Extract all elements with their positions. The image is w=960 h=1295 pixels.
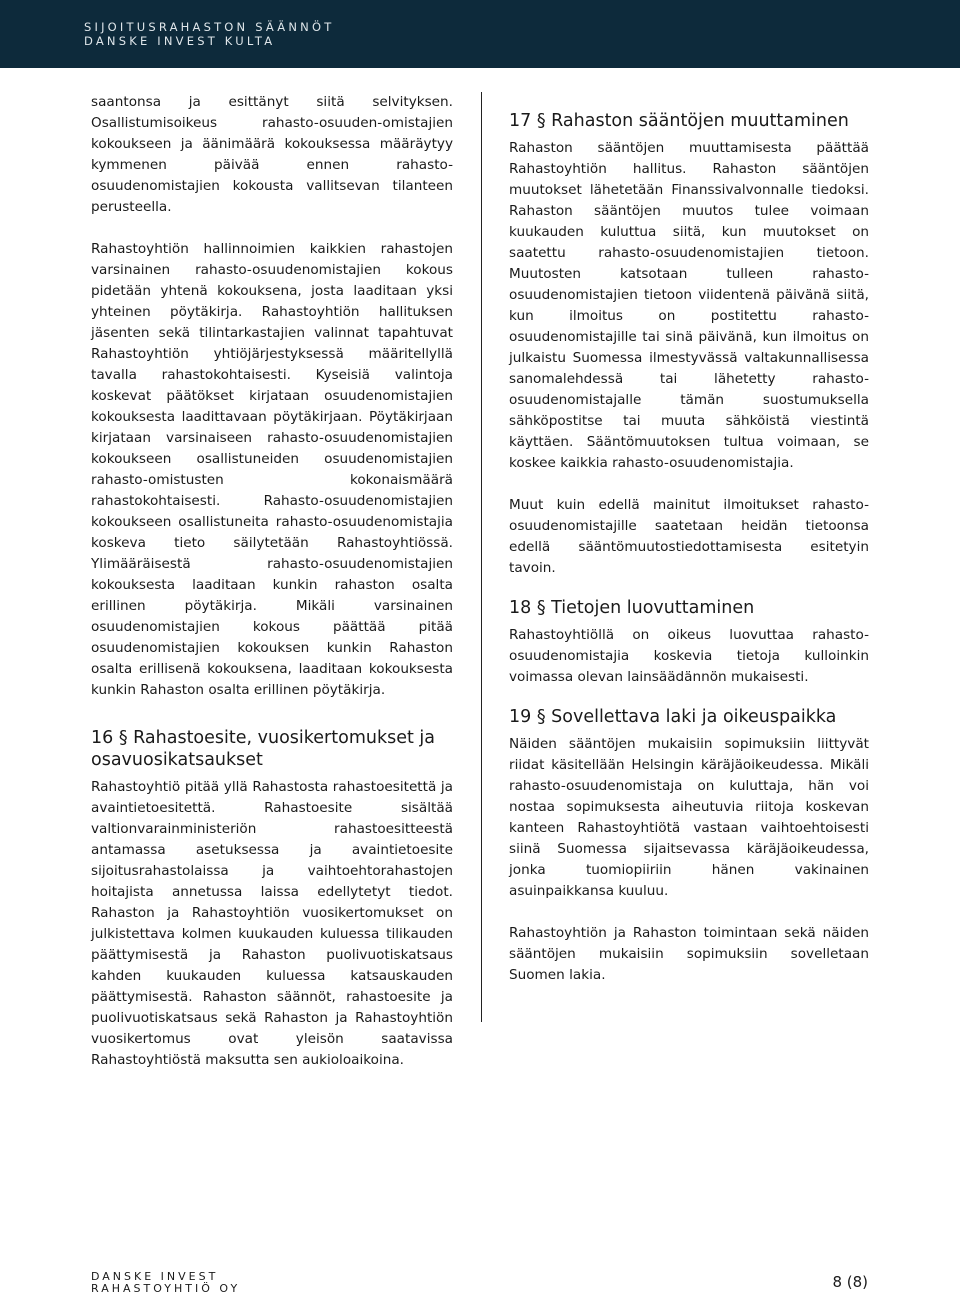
document-title: SIJOITUSRAHASTON SÄÄNNÖT: [84, 20, 335, 34]
paragraph-general-meeting: Rahastoyhtiön hallinnoimien kaikkien rahastojen varsinainen rahasto-osuudenomistajien kokous pidetään yhtenä kokouksena, josta laaditaan yksi yhteinen pöytäkirja. Rahastoyhtiön hallituksen jäsenten sekä tilintarkastajien valinnat tapahtuvat Rahastoyhtiön yhtiöjärjestyksessä määritellyllä tavalla rahastokohtaisesti. Kyseisiä valintoja koskevat päätökset kirjataan osuudenomistajien kokouksesta laadittavaan pöytäkirjaan. Pöytäkirjaan kirjataan varsinaiseen rahasto-osuudenomistajien kokoukseen osallistuneiden osuudenomistajien rahasto-omistusten kokonaismäärä rahastokohtaisesti. Rahasto-osuudenomistajien kokoukseen osallistuneita rahasto-osuudenomistajia koskeva tieto säilytetään Rahastoyhtiössä. Ylimääräisestä rahasto-osuudenomistajien kokouksesta laaditaan kunkin rahaston osalta erillinen pöytäkirja. Mikäli varsinainen osuudenomistajien kokous päättää pitää osuudenomistajien kokouksen kunkin Rahaston osalta erillisenä kokouksena, laaditaan kokouksesta kunkin Rahaston osalta erillinen pöytäkirja.: [91, 241, 453, 698]
paragraph-attendance: saantonsa ja esittänyt siitä selvityksen. Osallistumisoikeus rahasto-osuuden-omistajien kokoukseen ja äänimäärä kokouksessa määräytyy kymmenen päivää ennen rahasto-osuudenomistajien kokousta vallitsevan tilanteen perusteella.: [91, 94, 453, 215]
section-heading-19: 19 § Sovellettava laki ja oikeuspaikka: [509, 707, 837, 727]
paragraph-rule-changes: Rahaston sääntöjen muuttamisesta päättää Rahastoyhtiön hallitus. Rahaston sääntöjen muutokset lähetetään Finanssivalvonnalle tiedoksi. Rahaston sääntöjen muutos tulee voimaan kuukauden kuluttua siitä, kun muutokset on saatettu rahasto-osuudenomistajien tietoon. Muutosten katsotaan tulleen rahasto-osuudenomistajien tietoon viidentenä päivänä siitä, kun ilmoitus on postitettu rahasto-osuudenomistajille tai sinä päivänä, kun ilmoitus on julkaistu Suomessa ilmestyvässä valtakunnallisessa sanomalehdessä tai lähetetty rahasto-osuudenomistajalle tämän suostumuksella sähköpostitse tai muuta sähköistä viestintä käyttäen. Sääntömuutoksen tultua voimaan, se koskee kaikkia rahasto-osuudenomistajia.: [509, 140, 869, 471]
footer-company-line1: DANSKE INVEST: [91, 1270, 219, 1283]
fund-name: DANSKE INVEST KULTA: [84, 34, 276, 48]
section-heading-18: 18 § Tietojen luovuttaminen: [509, 598, 755, 618]
section-heading-17: 17 § Rahaston sääntöjen muuttaminen: [509, 111, 849, 131]
right-column: [509, 92, 869, 986]
paragraph-applicable-law: Rahastoyhtiön ja Rahaston toimintaan sekä näiden sääntöjen mukaisiin sopimuksiin sovelletaan Suomen lakia.: [509, 925, 869, 983]
footer-company-line2: RAHASTOYHTIÖ OY: [91, 1282, 241, 1295]
header-band: [0, 0, 960, 68]
column-divider: [481, 92, 482, 1022]
page-number: 8 (8): [832, 1273, 868, 1291]
paragraph-data-disclosure: Rahastoyhtiöllä on oikeus luovuttaa rahasto-osuudenomistajia koskevia tietoja kulloinkin voimassa olevan lainsäädännön mukaisesti.: [509, 627, 869, 685]
paragraph-prospectus: Rahastoyhtiö pitää yllä Rahastosta rahastoesitettä ja avaintietoesitettä. Rahastoesite sisältää valtionvarainministeriön rahastoesitteestä antamassa asetuksessa ja avaintietoesite sijoitusrahastolaissa ja vaihtoehtorahastojen hoitajista annetussa laissa edellytetyt tiedot. Rahaston ja Rahastoyhtiön vuosikertomukset on julkistettava kolmen kuukauden kuluessa tilikauden päättymisestä ja Rahaston puolivuotiskatsaus kahden kuukauden kuluessa katsauskauden päättymisestä. Rahaston säännöt, rahastoesite ja puolivuotiskatsaus sekä Rahaston ja Rahastoyhtiön vuosikertomus ovat yleisön saatavissa Rahastoyhtiöstä maksutta sen aukioloaikoina.: [91, 779, 453, 1068]
left-column: [91, 92, 453, 1071]
paragraph-other-notices: Muut kuin edellä mainitut ilmoitukset rahasto-osuudenomistajille saatetaan heidän tietoonsa edellä sääntömuutostiedottamisesta esitetyin tavoin.: [509, 497, 869, 576]
section-heading-16: 16 § Rahastoesite, vuosikertomukset ja osavuosikatsaukset: [91, 728, 435, 770]
paragraph-jurisdiction: Näiden sääntöjen mukaisiin sopimuksiin liittyvät riidat käsitellään Helsingin käräjäoikeudessa. Mikäli rahasto-osuudenomistaja on kuluttaja, hän voi nostaa sopimuksesta aiheutuvia riitoja koskevan kanteen Rahastoyhtiötä vastaan vaihtoehtoisesti siinä Suomessa sijaitsevassa käräjäoikeudessa, jonka tuomiopiiriin hänen vakinainen asuinpaikkansa kuuluu.: [509, 736, 869, 899]
